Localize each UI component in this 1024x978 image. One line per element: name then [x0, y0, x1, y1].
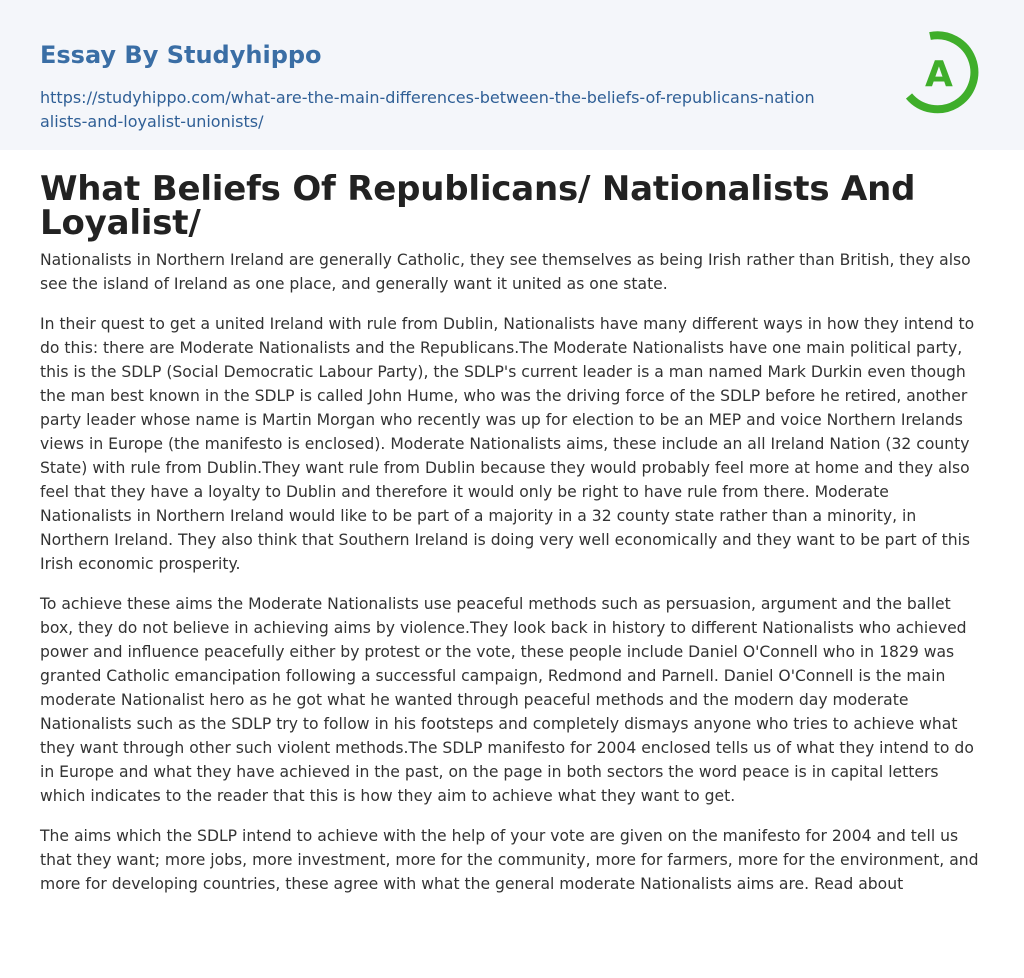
essay-paragraph: In their quest to get a united Ireland with rule from Dublin, Nationalists have many different ways in how they intend to do this: there are Moderate Nationalists and the Republicans.The Moderate Nationalists have one main political party, this is the SDLP (Social Democratic Labour Party), the SDLP's current leader is a man named Mark Durkin even though the man best known in the SDLP is called John Hume, who was the driving force of the SDLP before he retired, another party leader whose name is Martin Morgan who recently was up for election to be an MEP and voice Northern Irelands views in Europe (the manifesto is enclosed). Moderate Nationalists aims, these include an all Ireland Nation (32 county State) with rule from Dublin.They want rule from Dublin because they would probably feel more at home and they also feel that they have a loyalty to Dublin and therefore it would only be right to have rule from there. Moderate Nationalists in Northern Ireland would like to be part of a majority in a 32 county state rather than a minority, in Northern Ireland. They also think that Southern Ireland is doing very well economically and they want to be part of this Irish economic prosperity. — [40, 315, 975, 573]
essay-paragraph: Nationalists in Northern Ireland are generally Catholic, they see themselves as being Irish rather than British, they also see the island of Ireland as one place, and generally want it united as one state. — [40, 251, 971, 293]
logo-letter: A — [925, 54, 953, 95]
essay-paragraph: To achieve these aims the Moderate Nationalists use peaceful methods such as persuasion, argument and the ballet box, they do not believe in achieving aims by violence.They look back in history to different Nationalists who achieved power and influence peacefully either by protest or the vote, these people include Daniel O'Connell who in 1829 was granted Catholic emancipation following a successful campaign, Redmond and Parnell. Daniel O'Connell is the main moderate Nationalist hero as he got what he wanted through peaceful methods and the modern day moderate Nationalists such as the SDLP try to follow in his footsteps and completely dismays anyone who tries to achieve what they want through other such violent methods.The SDLP manifesto for 2004 enclosed tells us of what they intend to do in Europe and what they have achieved in the past, on the page in both sectors the word peace is in capital letters which indicates to the reader that this is how they aim to achieve what they want to get. — [40, 595, 974, 805]
essay-paragraph-text: The aims which the SDLP intend to achieve with the help of your vote are given on the manifesto for 2004 and tell us that they want; more jobs, more investment, more for the community, more for farmers, more for the environment, and more for developing countries, these agree with what the general moderate Nationalists aims are. — [40, 827, 979, 893]
essay-paragraph-last — [40, 824, 984, 896]
essay-content — [0, 150, 1024, 896]
essay-title: What Beliefs Of Republicans/ Nationalists And Loyalist/ — [40, 169, 916, 243]
page-header — [0, 0, 1024, 150]
essay-source-link[interactable]: https://studyhippo.com/what-are-the-main-differences-between-the-beliefs-of-republicans-nationalists-and-loyalist-unionists/ — [40, 88, 815, 131]
brand-title: Essay By Studyhippo — [40, 41, 322, 69]
studyhippo-logo-icon — [899, 30, 985, 116]
read-more-link[interactable]: Read about — [814, 875, 904, 893]
